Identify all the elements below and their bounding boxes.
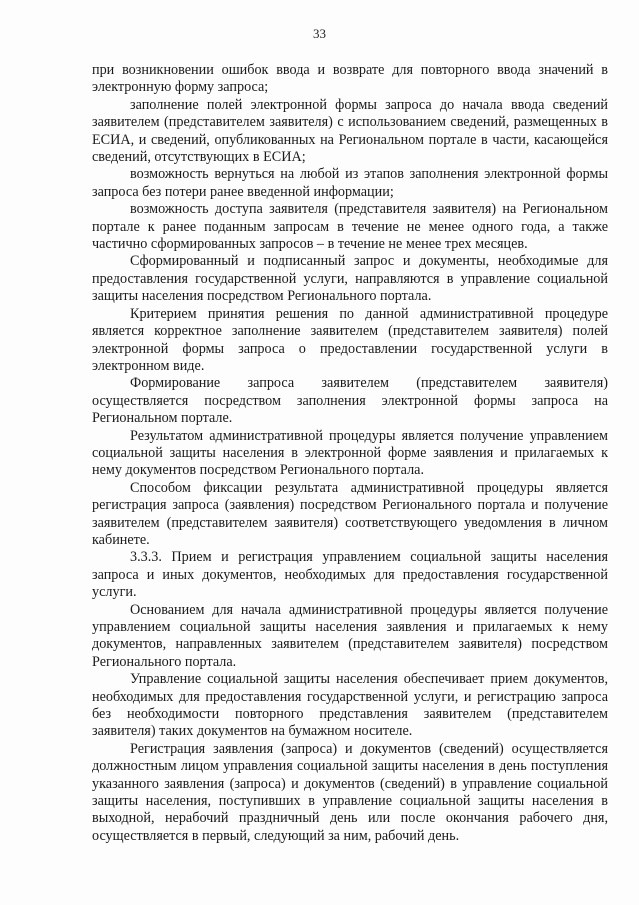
paragraph: Критерием принятия решения по данной административной процедуре является корректное заполнение заявителем (представителем заявителя) полей электронной формы запроса о предоставлении государственной услуги в электронном виде. <box>92 305 608 374</box>
paragraph: Формирование запроса заявителем (представителем заявителя) осуществляется посредством заполнения электронной формы запроса на Региональном портале. <box>92 375 608 427</box>
paragraph: заполнение полей электронной формы запроса до начала ввода сведений заявителем (представителем заявителя) с использованием сведений, размещенных в ЕСИА, и сведений, опубликованных на Региональном портале в части, касающейся сведений, отсутствующих в ЕСИА; <box>92 96 608 166</box>
paragraph: Основанием для начала административной процедуры является получение управлением социальной защиты населения заявления и прилагаемых к нему документов, направленных заявителем (представителем заявителя) посредством Регионального портала. <box>92 601 608 670</box>
paragraph: при возникновении ошибок ввода и возврате для повторного ввода значений в электронную форму запроса; <box>92 62 608 96</box>
paragraph: Результатом административной процедуры является получение управлением социальной защиты населения в электронной форме заявления и прилагаемых к нему документов посредством Регионального портала. <box>92 427 608 479</box>
page-number: 33 <box>313 26 326 41</box>
paragraph: Сформированный и подписанный запрос и документы, необходимые для предоставления государственной услуги, направляются в управление социальной защиты населения посредством Регионального портала. <box>92 253 608 305</box>
body-text <box>92 62 608 845</box>
paragraph: Управление социальной защиты населения обеспечивает прием документов, необходимых для предоставления государственной услуги, и регистрацию запроса без необходимости повторного представления заявителем (представителем заявителя) таких документов на бумажном носителе. <box>92 671 608 740</box>
paragraph: Способом фиксации результата административной процедуры является регистрация запроса (заявления) посредством Регионального портала и получение заявителем (представителем заявителя) соответствующего уведомления в личном кабинете. <box>92 479 608 548</box>
paragraph: Регистрация заявления (запроса) и документов (сведений) осуществляется должностным лицом управления социальной защиты населения в день поступления указанного заявления (запроса) и документов (сведений) в управление социальной защиты населения, поступивших в управление социальной защиты населения в выходной, нерабочий праздничный день или после окончания рабочего дня, осуществляется в первый, следующий за ним, рабочий день. <box>92 740 608 844</box>
paragraph: возможность вернуться на любой из этапов заполнения электронной формы запроса без потери ранее введенной информации; <box>92 166 608 200</box>
paragraph: возможность доступа заявителя (представителя заявителя) на Региональном портале к ранее поданным запросам в течение не менее одного года, а также частично сформированных запросов – в течение не менее трех месяцев. <box>92 201 608 253</box>
section-heading: 3.3.3. Прием и регистрация управлением социальной защиты населения запроса и иных документов, необходимых для предоставления государственной услуги. <box>92 549 608 601</box>
